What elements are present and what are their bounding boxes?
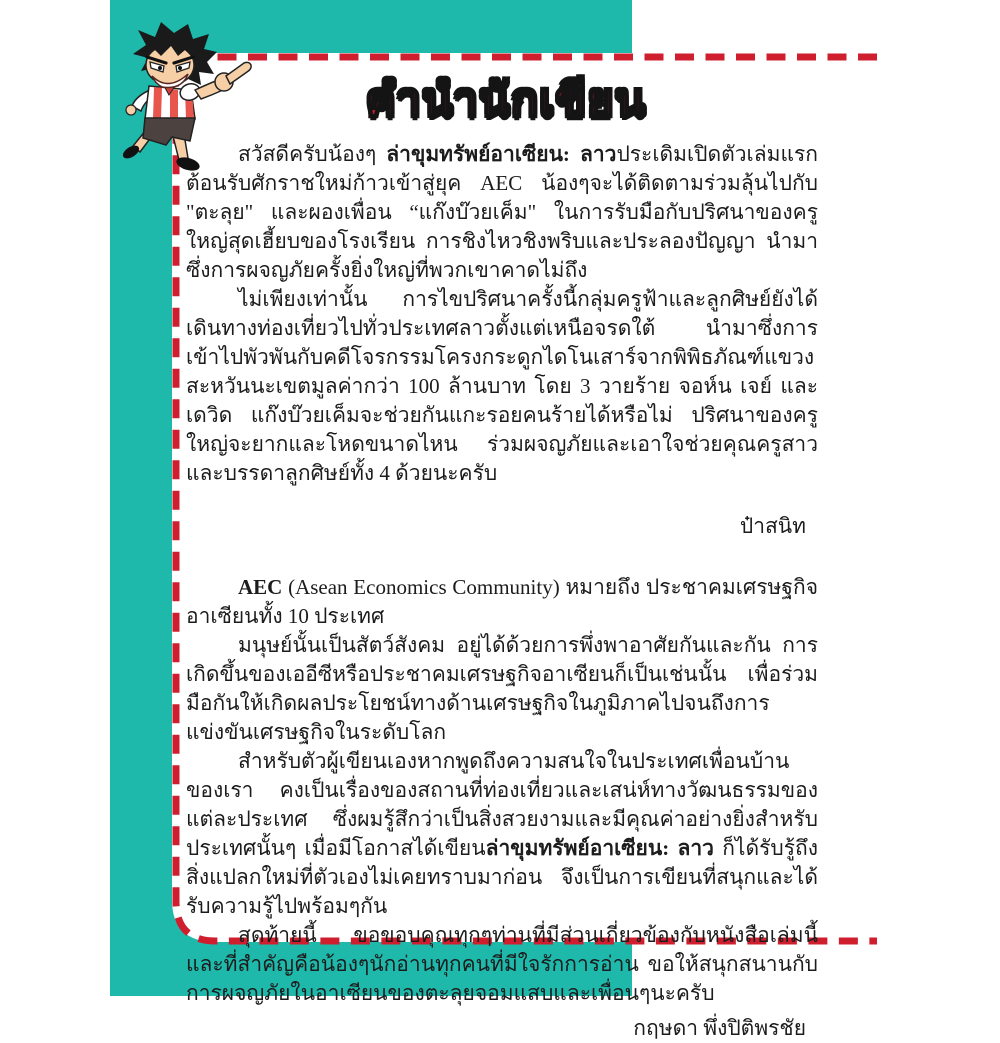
text-segment: กฤษดา พึ่งปิติพรชัย xyxy=(633,1016,806,1040)
author-signature xyxy=(186,512,806,541)
text-segment: สำหรับตัวผู้เขียนเองหากพูดถึงความสนใจในประเทศเพื่อนบ้านของเรา คงเป็นเรื่องของสถานที่ท่องเที่ยวและเสน่ห์ทางวัฒนธรรมของแต่ละประเทศ ซึ่งผมรู้สึกว่าเป็นสิ่งสวยงามและมีคุณค่าอย่างยิ่งสำหรับประเทศนั้นๆ เมื่อมีโอกาสได้เขียน xyxy=(186,749,818,860)
preface-paragraph xyxy=(186,747,818,921)
text-segment: สวัสดีครับน้องๆ xyxy=(238,142,387,166)
book-title-inline: ล่าขุมทรัพย์อาเซียน: ลาว xyxy=(386,142,617,166)
preface-paragraph xyxy=(186,285,818,488)
text-segment: ก็ได้รับรู้ถึงสิ่งแปลกใหม่ที่ตัวเองไม่เคยทราบมาก่อน จึงเป็นการเขียนที่สนุกและได้รับความรู้ไปพร้อมๆกัน xyxy=(186,836,818,918)
preface-paragraph xyxy=(186,921,818,1008)
book-title-inline: AEC xyxy=(238,575,283,599)
text-segment: ประเดิมเปิดตัวเล่มแรกต้อนรับศักราชใหม่ก้าวเข้าสู่ยุค AEC น้องๆจะได้ติดตามร่วมลุ้นไปกับ "ตะลุย" และผองเพื่อน “แก๊งบ๊วยเค็ม" ในการรับมือกับปริศนาของครูใหญ่สุดเฮี้ยบของโรงเรียน การชิงไหวชิงพริบและประลองปัญญา นำมาซึ่งการผจญภัยครั้งยิ่งใหญ่ที่พวกเขาคาดไม่ถึง xyxy=(186,142,818,282)
text-segment: มนุษย์นั้นเป็นสัตว์สังคม อยู่ได้ด้วยการพึ่งพาอาศัยกันและกัน การเกิดขึ้นของเออีซีหรือประชาคมเศรษฐกิจอาเซียนก็เป็นเช่นนั้น เพื่อร่วมมือกันให้เกิดผลประโยชน์ทางด้านเศรษฐกิจในภูมิภาคไปจนถึงการแข่งขันเศรษฐกิจในระดับโลก xyxy=(186,633,818,744)
text-segment: ป๋าสนิท xyxy=(739,514,806,538)
book-title-inline: ล่าขุมทรัพย์อาเซียน: ลาว xyxy=(485,836,714,860)
preface-paragraph xyxy=(186,140,818,285)
preface-paragraph xyxy=(186,573,818,631)
text-segment: ไม่เพียงเท่านั้น การไขปริศนาครั้งนี้กลุ่มครูฟ้าและลูกศิษย์ยังได้เดินทางท่องเที่ยวไปทั่วประเทศลาวตั้งแต่เหนือจรดใต้ นำมาซึ่งการเข้าไปพัวพันกับคดีโจรกรรมโครงกระดูกไดโนเสาร์จากพิพิธภัณฑ์แขวงสะหวันนะเขตมูลค่ากว่า 100 ล้านบาท โดย 3 วายร้าย จอห์น เจย์ และเดวิด แก๊งบ๊วยเค็มจะช่วยกันแกะรอยคนร้ายได้หรือไม่ ปริศนาของครูใหญ่จะยากและโหดขนาดไหน ร่วมผจญภัยและเอาใจช่วยคุณครูสาวและบรรดาลูกศิษย์ทั้ง 4 ด้วยนะครับ xyxy=(186,287,818,485)
page-title: คำนำนักเขียน xyxy=(365,73,647,126)
author-signature xyxy=(186,1014,806,1043)
preface-paragraph xyxy=(186,631,818,747)
preface-content xyxy=(186,140,818,1043)
preface-paragraphs xyxy=(186,140,818,1043)
text-segment: สุดท้ายนี้ ขอขอบคุณทุกๆท่านที่มีส่วนเกี่ยวข้องกับหนังสือเล่มนี้ และที่สำคัญคือน้องๆนักอ่านทุกคนที่มีใจรักการอ่าน ขอให้สนุกสนานกับการผจญภัยในอาเซียนของตะลุยจอมแสบและเพื่อนๆนะครับ xyxy=(186,923,818,1005)
text-segment: (Asean Economics Community) หมายถึง ประชาคมเศรษฐกิจอาเซียนทั้ง 10 ประเทศ xyxy=(186,575,818,628)
